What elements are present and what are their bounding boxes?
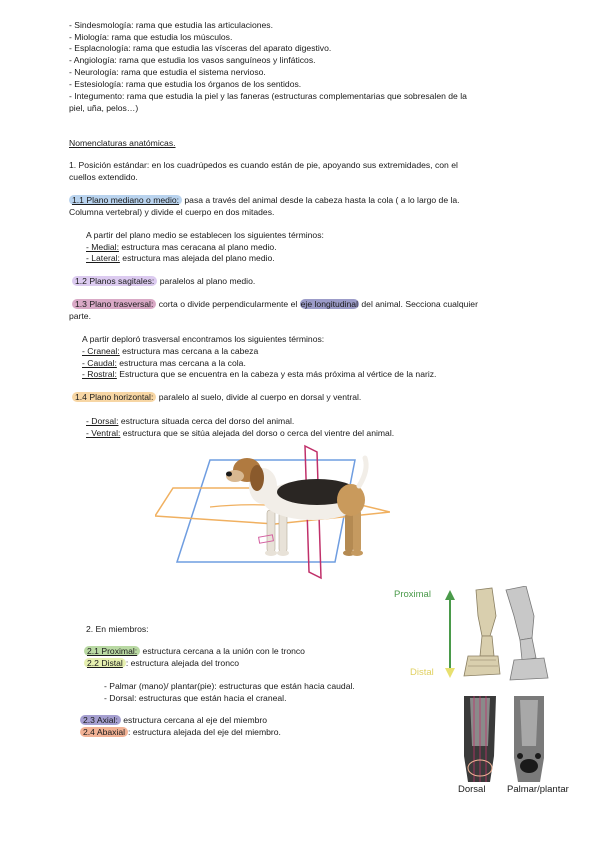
palmar-paw-image	[514, 696, 544, 782]
dorsal-term: - Dorsal:	[86, 416, 119, 426]
abaxial-label: 2.4 Abaxial	[80, 727, 128, 737]
median-plane-line	[69, 195, 460, 207]
limbs-title: 2. En miembros:	[86, 624, 149, 634]
standard-position-line1: 1. Posición estándar: en los cuadrúpedos es cuando están de pie, apoyando sus extremidades, con el	[69, 160, 458, 170]
dorsal-fig-label: Dorsal	[458, 784, 486, 795]
sagittal-plane-text: paralelos al plano medio.	[157, 276, 256, 286]
rostral-def: Estructura que se encuentra en la cabeza y esta más próxima al vértice de la nariz.	[116, 369, 437, 379]
dorsal-def: estructura situada cerca del dorso del animal.	[118, 416, 295, 426]
distal-arrowhead-icon	[445, 668, 455, 678]
proximal-text: estructura cercana a la unión con le tronco	[140, 646, 305, 656]
transverse-plane-text2: parte.	[69, 311, 91, 321]
proximal-arrowhead-icon	[445, 590, 455, 600]
cranial-term-line	[82, 346, 258, 358]
distal-label: 2.2 Distal	[84, 658, 126, 668]
ventral-def: estructura que se sitúa alejada del dorso o cerca del vientre del animal.	[120, 428, 395, 438]
medial-term-line	[86, 242, 277, 254]
median-plane-text: pasa a través del animal desde la cabeza hasta la cola ( a lo largo de la.	[182, 195, 460, 205]
caudal-term-line	[82, 358, 246, 370]
bone-limb-gray	[506, 586, 548, 680]
list-item: piel, uña, pelos…)	[69, 103, 139, 113]
bone-limb-colored	[464, 588, 500, 676]
medial-def: estructura mas ceracana al plano medio.	[118, 242, 277, 252]
proximal-line	[84, 646, 305, 658]
list-item: - Sindesmología: rama que estudia las articulaciones.	[69, 20, 273, 30]
rostral-term: - Rostral:	[82, 369, 117, 379]
lateral-term: - Lateral:	[86, 253, 120, 263]
axial-text: estructura cercana al eje del miembro	[120, 715, 268, 725]
distal-text: : estructura alejada del tronco	[125, 658, 240, 668]
longitudinal-axis-term: eje longitudinal	[300, 299, 358, 309]
axial-line	[80, 715, 267, 727]
proximal-fig-label: Proximal	[394, 589, 431, 600]
dorsal-term-line	[86, 416, 294, 428]
list-item: - Integumento: rama que estudia la piel y las faneras (estructuras complementarias que sobresalen de la	[69, 91, 467, 101]
limb-figure	[440, 586, 560, 786]
abaxial-text: : estructura alejada del eje del miembro.	[128, 727, 281, 737]
distal-line	[84, 658, 239, 670]
transverse-plane-label: 1.3 Plano trasversal:	[72, 299, 156, 309]
caudal-def: estructura mas cercana a la cola.	[116, 358, 246, 368]
transverse-plane-intro: A partir deploró trasversal encontramos los siguientes términos:	[82, 334, 325, 344]
lateral-def: estructura mas alejada del plano medio.	[119, 253, 275, 263]
horizontal-plane-text: paralelo al suelo, divide al cuerpo en dorsal y ventral.	[156, 392, 362, 402]
caudal-term: - Caudal:	[82, 358, 117, 368]
list-item: - Esplacnología: rama que estudia las vísceras del aparato digestivo.	[69, 43, 332, 53]
lateral-term-line	[86, 253, 275, 265]
standard-position-line2: cuellos extendido.	[69, 172, 138, 182]
medial-term: - Medial:	[86, 242, 119, 252]
proximal-label: 2.1 Proximal:	[84, 646, 140, 656]
dorsal-limb-line: - Dorsal: estructuras que están hacia el craneal.	[104, 693, 287, 703]
dorsal-paw-image	[464, 696, 496, 782]
sagittal-plane-line	[72, 276, 255, 288]
list-item: - Miología: rama que estudia los músculos.	[69, 32, 233, 42]
median-plane-label: 1.1 Plano mediano o medio:	[69, 195, 182, 205]
horizontal-plane-label: 1.4 Plano horizontal:	[72, 392, 156, 402]
cranial-def: estructura mas cercana a la cabeza	[119, 346, 259, 356]
rostral-term-line	[82, 369, 436, 381]
palmar-line: - Palmar (mano)/ plantar(pie): estructuras que están hacia caudal.	[104, 681, 355, 691]
distal-fig-label: Distal	[410, 667, 434, 678]
sagittal-plane-label: 1.2 Planos sagitales:	[72, 276, 157, 286]
axial-label: 2.3 Axial:	[80, 715, 121, 725]
horizontal-plane-line	[72, 392, 361, 404]
palmar-plantar-fig-label: Palmar/plantar	[507, 784, 569, 795]
transverse-plane-text-b: del animal. Secciona cualquier	[359, 299, 478, 309]
dog-image	[226, 458, 366, 556]
list-item: - Angiología: rama que estudia los vasos sanguíneos y linfáticos.	[69, 55, 316, 65]
list-item: - Estesiología: rama que estudia los órganos de los sentidos.	[69, 79, 302, 89]
median-plane-intro: A partir del plano medio se establecen los siguientes términos:	[86, 230, 324, 240]
abaxial-line	[80, 727, 281, 739]
ventral-term: - Ventral:	[86, 428, 121, 438]
list-item: - Neurología: rama que estudia el sistema nervioso.	[69, 67, 266, 77]
cranial-term: - Craneal:	[82, 346, 120, 356]
section-title: Nomenclaturas anatómicas.	[69, 138, 176, 148]
ventral-term-line	[86, 428, 394, 440]
transverse-plane-text-a: corta o divide perpendicularmente el	[156, 299, 300, 309]
dog-planes-figure	[155, 440, 390, 582]
transverse-plane-line	[72, 299, 478, 311]
median-plane-text2: Columna vertebral) y divide el cuerpo en dos mitades.	[69, 207, 275, 217]
